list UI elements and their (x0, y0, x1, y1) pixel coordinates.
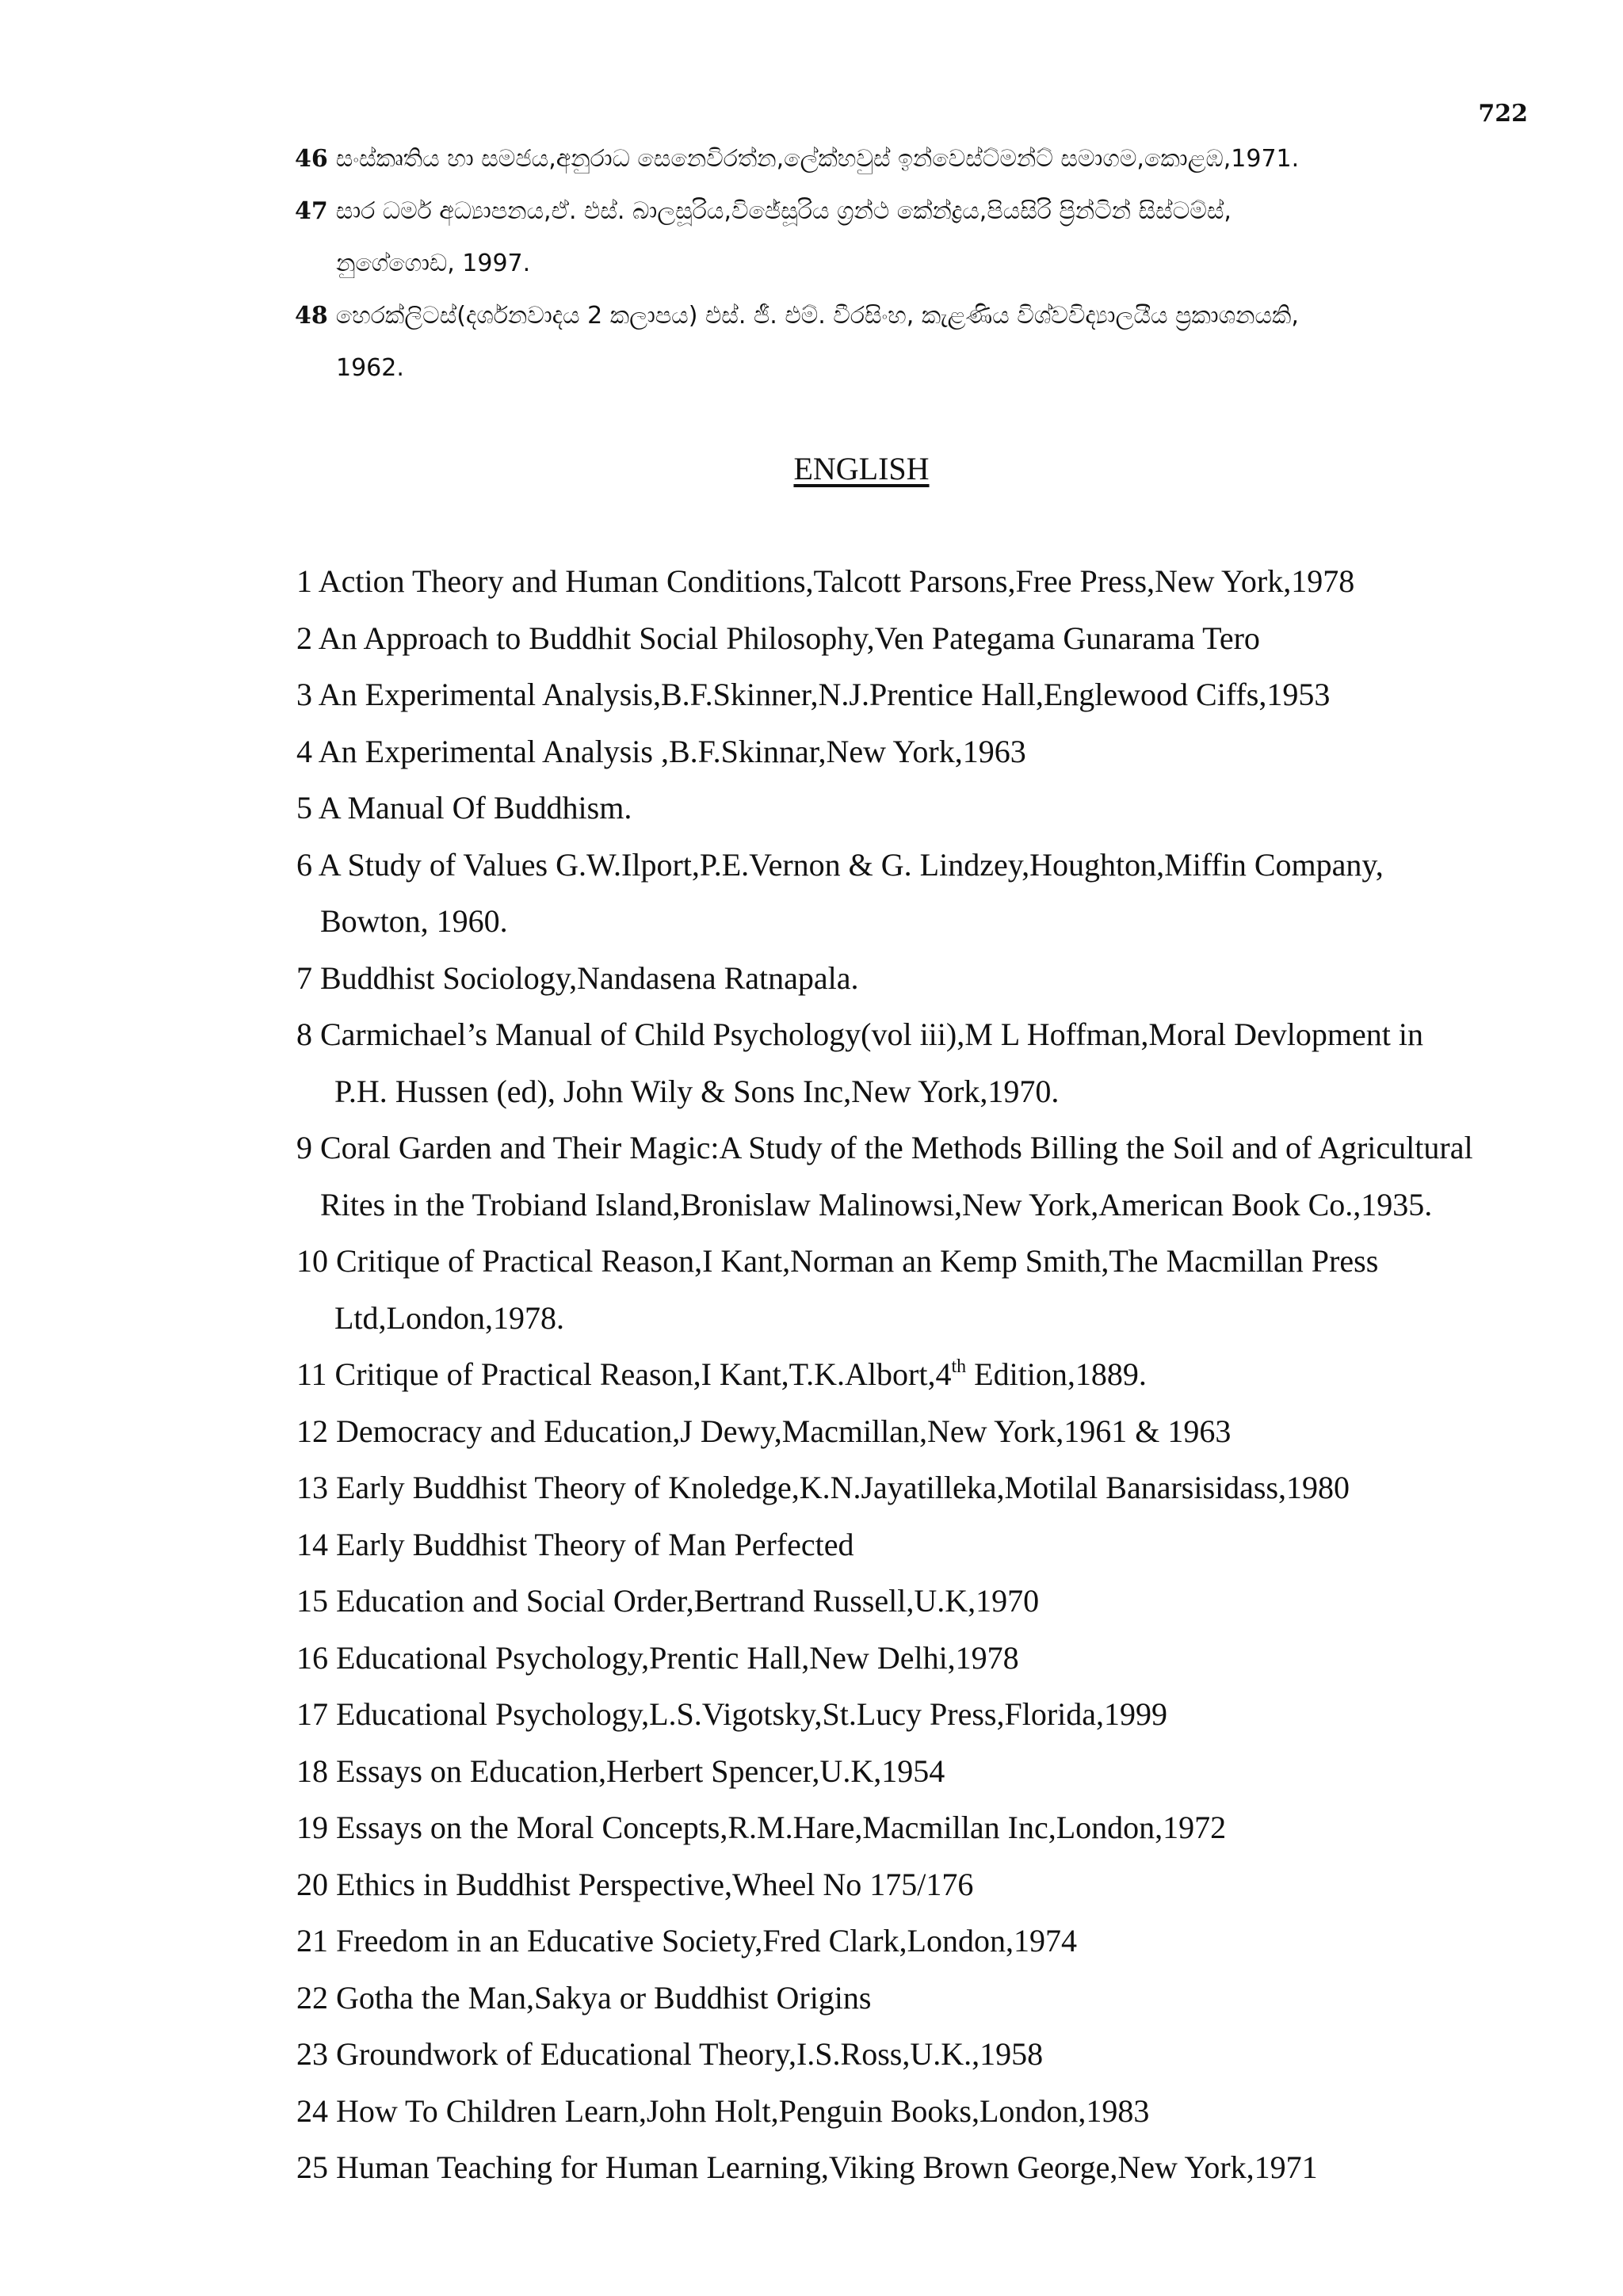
entry-text: Edition,1889. (966, 1356, 1147, 1392)
bibliography-entry: 3 An Experimental Analysis,B.F.Skinner,N.J.Prentice Hall,Englewood Ciffs,1953 (296, 677, 1331, 712)
bibliography-entry: 2 An Approach to Buddhit Social Philosophy,Ven Pategama Gunarama Tero (296, 620, 1260, 656)
bibliography-entry-continued: Bowton, 1960. (320, 903, 508, 939)
entry-text: හෙරක්ලිටස්(දර්ශනවාදය 2 කලාපය) එස්. ජී. එම්. වීරසිංහ, කැළණිය විශ්වවිද්‍යාලයීය ප්‍රකාශනයකි, (335, 302, 1299, 330)
bibliography-entry: 1 Action Theory and Human Conditions,Talcott Parsons,Free Press,New York,1978 (296, 563, 1355, 599)
bibliography-entry: 15 Education and Social Order,Bertrand Russell,U.K,1970 (296, 1583, 1040, 1619)
bibliography-entry (296, 1346, 1533, 1403)
page-number: 722 (1478, 100, 1528, 128)
bibliography-entry: 18 Essays on Education,Herbert Spencer,U.K,1954 (296, 1753, 945, 1789)
bibliography-entry: 24 How To Children Learn,John Holt,Penguin Books,London,1983 (296, 2092, 1150, 2129)
bibliography-entry (295, 290, 1547, 395)
bibliography-entry: 7 Buddhist Sociology,Nandasena Ratnapala. (296, 959, 859, 996)
entry-number: 47 (295, 197, 328, 225)
ordinal-suffix: th (951, 1356, 967, 1377)
entry-text-continued: නුගේගොඩ, 1997. (336, 250, 531, 277)
bibliography-entry: 14 Early Buddhist Theory of Man Perfected (296, 1526, 854, 1562)
bibliography-entry: 5 A Manual Of Buddhism. (296, 790, 632, 826)
bibliography-entry: 13 Early Buddhist Theory of Knoledge,K.N.Jayatilleka,Motilal Banarsisidass,1980 (296, 1470, 1350, 1505)
entry-text: 11 Critique of Practical Reason,I Kant,T.K.Albort,4 (296, 1356, 952, 1392)
bibliography-entry: 6 A Study of Values G.W.Ilport,P.E.Vernon & G. Lindzey,Houghton,Miffin Company, (296, 846, 1384, 883)
entry-text: සංස්කෘතිය හා සමජය,අනුරාධ සෙනෙවිරත්න,ලේක්හවුස් ඉන්වෙස්ට්මන්ට් සමාගම,කොළඹ,1971. (335, 145, 1300, 173)
bibliography-entry: 9 Coral Garden and Their Magic:A Study of the Methods Billing the Soil and of Agricultural (296, 1130, 1473, 1165)
section-heading-english: ENGLISH (793, 451, 930, 486)
bibliography-entry: 12 Democracy and Education,J Dewy,Macmillan,New York,1961 & 1963 (296, 1413, 1232, 1449)
bibliography-entry: 4 An Experimental Analysis ,B.F.Skinnar,New York,1963 (296, 733, 1026, 769)
english-bibliography (296, 553, 1533, 2196)
bibliography-entry-continued: P.H. Hussen (ed), John Wily & Sons Inc,New York,1970. (334, 1073, 1060, 1109)
bibliography-entry: 25 Human Teaching for Human Learning,Viking Brown George,New York,1971 (296, 2149, 1318, 2185)
bibliography-entry: 22 Gotha the Man,Sakya or Buddhist Origins (296, 1979, 872, 2016)
bibliography-entry: 16 Educational Psychology,Prentic Hall,New Delhi,1978 (296, 1639, 1019, 1676)
sinhala-bibliography (295, 133, 1547, 395)
bibliography-entry: 23 Groundwork of Educational Theory,I.S.Ross,U.K.,1958 (296, 2036, 1044, 2072)
bibliography-entry-continued: Rites in the Trobiand Island,Bronislaw Malinowsi,New York,American Book Co.,1935. (320, 1186, 1433, 1222)
bibliography-entry (295, 133, 1547, 185)
entry-number: 46 (295, 145, 328, 173)
bibliography-entry: 17 Educational Psychology,L.S.Vigotsky,St.Lucy Press,Florida,1999 (296, 1696, 1168, 1732)
entry-text-continued: 1962. (336, 354, 404, 382)
entry-text: සාර ධර්ම අධ්‍යාපනය,ඒ. එස්. බාලසූරිය,විජේසූරිය ග්‍රන්ථ කේන්ද්‍රය,පියසිරි ප්‍රින්ටින් සිස්ටම්ස්, (335, 197, 1232, 225)
bibliography-entry: 21 Freedom in an Educative Society,Fred Clark,London,1974 (296, 1923, 1077, 1958)
bibliography-entry: 19 Essays on the Moral Concepts,R.M.Hare,Macmillan Inc,London,1972 (296, 1810, 1227, 1845)
bibliography-entry-continued: Ltd,London,1978. (334, 1299, 564, 1336)
bibliography-entry: 20 Ethics in Buddhist Perspective,Wheel No 175/176 (296, 1866, 974, 1902)
bibliography-entry: 10 Critique of Practical Reason,I Kant,Norman an Kemp Smith,The Macmillan Press (296, 1243, 1379, 1279)
entry-number: 48 (295, 302, 328, 330)
bibliography-entry: 8 Carmichael’s Manual of Child Psychology(vol iii),M L Hoffman,Moral Devlopment in (296, 1016, 1424, 1052)
bibliography-entry (295, 185, 1547, 290)
